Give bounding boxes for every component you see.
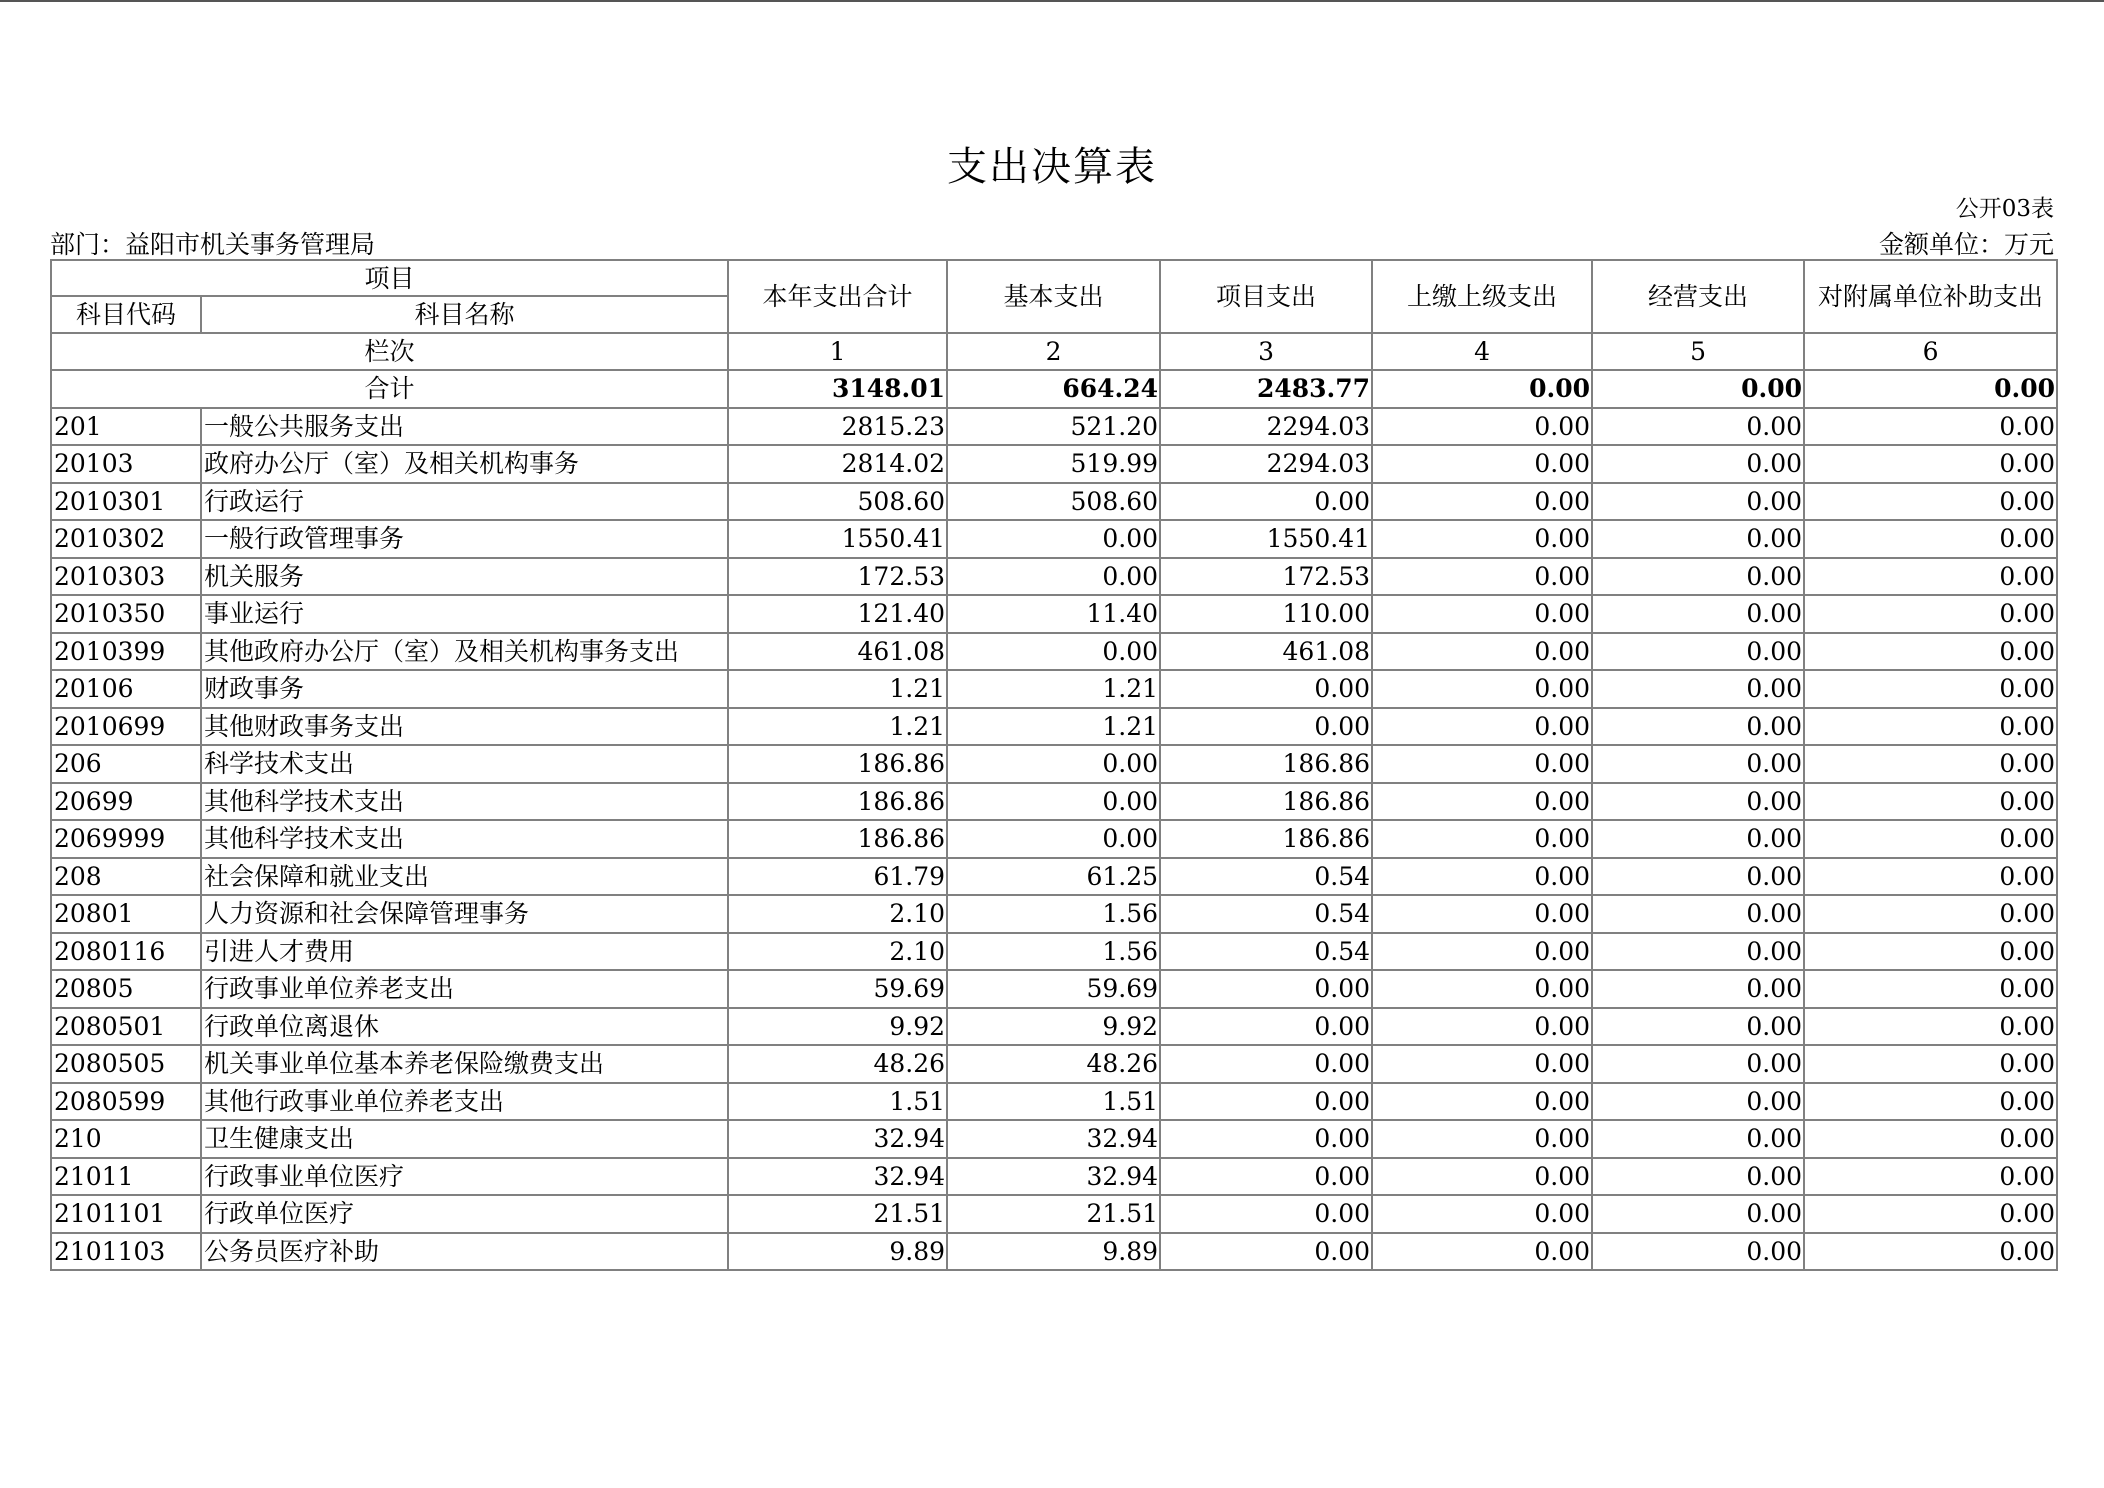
basic-expenditure-cell: 521.20 [947, 408, 1160, 446]
subject-name-cell: 财政事务 [201, 670, 728, 708]
total-expenditure-cell: 1.21 [728, 670, 947, 708]
subject-name-cell: 其他行政事业单位养老支出 [201, 1083, 728, 1121]
header-row-1 [51, 260, 2057, 296]
upper-payment-cell: 0.00 [1372, 633, 1592, 671]
subject-name-cell: 行政事业单位养老支出 [201, 970, 728, 1008]
basic-expenditure-cell: 0.00 [947, 633, 1160, 671]
subsidy-expenditure-cell: 0.00 [1804, 1195, 2057, 1233]
header-project-expenditure: 项目支出 [1160, 260, 1372, 333]
header-subsidy: 对附属单位补助支出 [1804, 260, 2057, 333]
project-expenditure-cell: 0.00 [1160, 483, 1372, 521]
subsidy-expenditure-cell: 0.00 [1804, 745, 2057, 783]
table-row [51, 558, 2057, 596]
subsidy-expenditure-cell: 0.00 [1804, 1083, 2057, 1121]
total-expenditure-cell: 186.86 [728, 745, 947, 783]
subject-code-cell: 2080505 [51, 1045, 201, 1083]
subject-code-cell: 20103 [51, 445, 201, 483]
table-row [51, 595, 2057, 633]
total-expenditure-cell: 48.26 [728, 1045, 947, 1083]
basic-expenditure-cell: 32.94 [947, 1158, 1160, 1196]
project-expenditure-cell: 2294.03 [1160, 408, 1372, 446]
total-value-5: 0.00 [1592, 370, 1804, 408]
expenditure-table [50, 259, 2058, 1271]
upper-payment-cell: 0.00 [1372, 895, 1592, 933]
subject-name-cell: 公务员医疗补助 [201, 1233, 728, 1271]
total-expenditure-cell: 1.21 [728, 708, 947, 746]
subject-name-cell: 卫生健康支出 [201, 1120, 728, 1158]
subject-code-cell: 208 [51, 858, 201, 896]
project-expenditure-cell: 0.54 [1160, 858, 1372, 896]
column-index-label: 栏次 [51, 333, 728, 370]
subject-name-cell: 其他政府办公厅（室）及相关机构事务支出 [201, 633, 728, 671]
table-row [51, 520, 2057, 558]
project-expenditure-cell: 461.08 [1160, 633, 1372, 671]
business-expenditure-cell: 0.00 [1592, 1233, 1804, 1271]
table-row [51, 858, 2057, 896]
basic-expenditure-cell: 32.94 [947, 1120, 1160, 1158]
subject-name-cell: 其他财政事务支出 [201, 708, 728, 746]
basic-expenditure-cell: 508.60 [947, 483, 1160, 521]
project-expenditure-cell: 172.53 [1160, 558, 1372, 596]
basic-expenditure-cell: 1.56 [947, 895, 1160, 933]
basic-expenditure-cell: 0.00 [947, 783, 1160, 821]
business-expenditure-cell: 0.00 [1592, 558, 1804, 596]
project-expenditure-cell: 186.86 [1160, 783, 1372, 821]
upper-payment-cell: 0.00 [1372, 1120, 1592, 1158]
total-expenditure-cell: 1550.41 [728, 520, 947, 558]
subject-code-cell: 2010303 [51, 558, 201, 596]
business-expenditure-cell: 0.00 [1592, 1083, 1804, 1121]
upper-payment-cell: 0.00 [1372, 670, 1592, 708]
project-expenditure-cell: 1550.41 [1160, 520, 1372, 558]
business-expenditure-cell: 0.00 [1592, 895, 1804, 933]
subject-name-cell: 一般公共服务支出 [201, 408, 728, 446]
subject-code-cell: 2010301 [51, 483, 201, 521]
business-expenditure-cell: 0.00 [1592, 670, 1804, 708]
upper-payment-cell: 0.00 [1372, 745, 1592, 783]
upper-payment-cell: 0.00 [1372, 408, 1592, 446]
project-expenditure-cell: 0.00 [1160, 1045, 1372, 1083]
subject-name-cell: 行政单位医疗 [201, 1195, 728, 1233]
subject-code-cell: 201 [51, 408, 201, 446]
subject-name-cell: 机关事业单位基本养老保险缴费支出 [201, 1045, 728, 1083]
business-expenditure-cell: 0.00 [1592, 970, 1804, 1008]
project-expenditure-cell: 110.00 [1160, 595, 1372, 633]
upper-payment-cell: 0.00 [1372, 783, 1592, 821]
table-row [51, 1083, 2057, 1121]
subject-code-cell: 2010302 [51, 520, 201, 558]
total-label: 合计 [51, 370, 728, 408]
business-expenditure-cell: 0.00 [1592, 745, 1804, 783]
business-expenditure-cell: 0.00 [1592, 595, 1804, 633]
business-expenditure-cell: 0.00 [1592, 1158, 1804, 1196]
subject-code-cell: 2080116 [51, 933, 201, 971]
subject-name-cell: 事业运行 [201, 595, 728, 633]
subsidy-expenditure-cell: 0.00 [1804, 783, 2057, 821]
business-expenditure-cell: 0.00 [1592, 633, 1804, 671]
basic-expenditure-cell: 0.00 [947, 558, 1160, 596]
project-expenditure-cell: 0.00 [1160, 1083, 1372, 1121]
subject-code-cell: 206 [51, 745, 201, 783]
total-expenditure-cell: 2815.23 [728, 408, 947, 446]
table-row [51, 1158, 2057, 1196]
upper-payment-cell: 0.00 [1372, 858, 1592, 896]
project-expenditure-cell: 0.54 [1160, 933, 1372, 971]
project-expenditure-cell: 2294.03 [1160, 445, 1372, 483]
business-expenditure-cell: 0.00 [1592, 520, 1804, 558]
total-expenditure-cell: 59.69 [728, 970, 947, 1008]
subject-code-cell: 20106 [51, 670, 201, 708]
upper-payment-cell: 0.00 [1372, 1233, 1592, 1271]
project-expenditure-cell: 186.86 [1160, 745, 1372, 783]
subsidy-expenditure-cell: 0.00 [1804, 445, 2057, 483]
total-expenditure-cell: 2814.02 [728, 445, 947, 483]
subsidy-expenditure-cell: 0.00 [1804, 895, 2057, 933]
basic-expenditure-cell: 519.99 [947, 445, 1160, 483]
subject-name-cell: 其他科学技术支出 [201, 783, 728, 821]
header-total: 本年支出合计 [728, 260, 947, 333]
column-index-4: 4 [1372, 333, 1592, 370]
subsidy-expenditure-cell: 0.00 [1804, 820, 2057, 858]
table-row [51, 745, 2057, 783]
subsidy-expenditure-cell: 0.00 [1804, 858, 2057, 896]
total-expenditure-cell: 9.89 [728, 1233, 947, 1271]
total-value-6: 0.00 [1804, 370, 2057, 408]
total-expenditure-cell: 32.94 [728, 1120, 947, 1158]
total-expenditure-cell: 172.53 [728, 558, 947, 596]
subject-code-cell: 2010399 [51, 633, 201, 671]
table-row [51, 783, 2057, 821]
subject-name-cell: 引进人才费用 [201, 933, 728, 971]
subject-name-cell: 行政单位离退休 [201, 1008, 728, 1046]
subsidy-expenditure-cell: 0.00 [1804, 558, 2057, 596]
upper-payment-cell: 0.00 [1372, 1083, 1592, 1121]
basic-expenditure-cell: 1.56 [947, 933, 1160, 971]
business-expenditure-cell: 0.00 [1592, 858, 1804, 896]
total-expenditure-cell: 61.79 [728, 858, 947, 896]
subsidy-expenditure-cell: 0.00 [1804, 708, 2057, 746]
basic-expenditure-cell: 9.92 [947, 1008, 1160, 1046]
upper-payment-cell: 0.00 [1372, 445, 1592, 483]
basic-expenditure-cell: 59.69 [947, 970, 1160, 1008]
table-row [51, 483, 2057, 521]
subject-code-cell: 20805 [51, 970, 201, 1008]
table-row [51, 670, 2057, 708]
basic-expenditure-cell: 1.21 [947, 670, 1160, 708]
column-index-row [51, 333, 2057, 370]
business-expenditure-cell: 0.00 [1592, 445, 1804, 483]
subject-code-cell: 2101103 [51, 1233, 201, 1271]
total-expenditure-cell: 508.60 [728, 483, 947, 521]
upper-payment-cell: 0.00 [1372, 708, 1592, 746]
subsidy-expenditure-cell: 0.00 [1804, 670, 2057, 708]
subject-code-cell: 2010699 [51, 708, 201, 746]
subsidy-expenditure-cell: 0.00 [1804, 520, 2057, 558]
header-basic: 基本支出 [947, 260, 1160, 333]
subsidy-expenditure-cell: 0.00 [1804, 933, 2057, 971]
page-top-border [0, 0, 2104, 2]
upper-payment-cell: 0.00 [1372, 1008, 1592, 1046]
column-index-1: 1 [728, 333, 947, 370]
column-index-2: 2 [947, 333, 1160, 370]
basic-expenditure-cell: 21.51 [947, 1195, 1160, 1233]
table-row [51, 933, 2057, 971]
table-row [51, 1045, 2057, 1083]
basic-expenditure-cell: 0.00 [947, 520, 1160, 558]
total-expenditure-cell: 9.92 [728, 1008, 947, 1046]
basic-expenditure-cell: 61.25 [947, 858, 1160, 896]
project-expenditure-cell: 0.00 [1160, 1008, 1372, 1046]
business-expenditure-cell: 0.00 [1592, 933, 1804, 971]
project-expenditure-cell: 0.00 [1160, 970, 1372, 1008]
business-expenditure-cell: 0.00 [1592, 1008, 1804, 1046]
project-expenditure-cell: 0.00 [1160, 1120, 1372, 1158]
total-expenditure-cell: 21.51 [728, 1195, 947, 1233]
project-expenditure-cell: 0.00 [1160, 1158, 1372, 1196]
project-expenditure-cell: 186.86 [1160, 820, 1372, 858]
header-project: 项目 [51, 260, 728, 296]
total-expenditure-cell: 1.51 [728, 1083, 947, 1121]
upper-payment-cell: 0.00 [1372, 595, 1592, 633]
upper-payment-cell: 0.00 [1372, 1045, 1592, 1083]
table-row [51, 1120, 2057, 1158]
department-label: 部门：益阳市机关事务管理局 [50, 230, 376, 259]
subsidy-expenditure-cell: 0.00 [1804, 1045, 2057, 1083]
header-upper-payment: 上缴上级支出 [1372, 260, 1592, 333]
table-row [51, 970, 2057, 1008]
subject-name-cell: 行政事业单位医疗 [201, 1158, 728, 1196]
column-index-6: 6 [1804, 333, 2057, 370]
upper-payment-cell: 0.00 [1372, 483, 1592, 521]
subsidy-expenditure-cell: 0.00 [1804, 1158, 2057, 1196]
form-number: 公开03表 [1955, 196, 2054, 222]
upper-payment-cell: 0.00 [1372, 520, 1592, 558]
subject-code-cell: 2080599 [51, 1083, 201, 1121]
basic-expenditure-cell: 1.21 [947, 708, 1160, 746]
subsidy-expenditure-cell: 0.00 [1804, 970, 2057, 1008]
upper-payment-cell: 0.00 [1372, 820, 1592, 858]
upper-payment-cell: 0.00 [1372, 933, 1592, 971]
header-code: 科目代码 [51, 296, 201, 333]
subject-code-cell: 210 [51, 1120, 201, 1158]
upper-payment-cell: 0.00 [1372, 558, 1592, 596]
business-expenditure-cell: 0.00 [1592, 408, 1804, 446]
total-value-4: 0.00 [1372, 370, 1592, 408]
basic-expenditure-cell: 1.51 [947, 1083, 1160, 1121]
total-expenditure-cell: 32.94 [728, 1158, 947, 1196]
column-index-3: 3 [1160, 333, 1372, 370]
subject-name-cell: 政府办公厅（室）及相关机构事务 [201, 445, 728, 483]
subject-code-cell: 20699 [51, 783, 201, 821]
business-expenditure-cell: 0.00 [1592, 783, 1804, 821]
subject-name-cell: 科学技术支出 [201, 745, 728, 783]
subject-code-cell: 21011 [51, 1158, 201, 1196]
basic-expenditure-cell: 0.00 [947, 745, 1160, 783]
basic-expenditure-cell: 9.89 [947, 1233, 1160, 1271]
table-row [51, 1195, 2057, 1233]
basic-expenditure-cell: 48.26 [947, 1045, 1160, 1083]
table-row [51, 820, 2057, 858]
project-expenditure-cell: 0.00 [1160, 708, 1372, 746]
subject-name-cell: 其他科学技术支出 [201, 820, 728, 858]
table-row [51, 445, 2057, 483]
subsidy-expenditure-cell: 0.00 [1804, 1233, 2057, 1271]
project-expenditure-cell: 0.54 [1160, 895, 1372, 933]
total-row [51, 370, 2057, 408]
table-row [51, 1008, 2057, 1046]
business-expenditure-cell: 0.00 [1592, 708, 1804, 746]
subject-name-cell: 人力资源和社会保障管理事务 [201, 895, 728, 933]
upper-payment-cell: 0.00 [1372, 1195, 1592, 1233]
total-expenditure-cell: 461.08 [728, 633, 947, 671]
subject-name-cell: 一般行政管理事务 [201, 520, 728, 558]
subsidy-expenditure-cell: 0.00 [1804, 408, 2057, 446]
upper-payment-cell: 0.00 [1372, 1158, 1592, 1196]
subsidy-expenditure-cell: 0.00 [1804, 1008, 2057, 1046]
total-expenditure-cell: 2.10 [728, 933, 947, 971]
total-value-3: 2483.77 [1160, 370, 1372, 408]
table-row [51, 895, 2057, 933]
project-expenditure-cell: 0.00 [1160, 670, 1372, 708]
subject-code-cell: 2069999 [51, 820, 201, 858]
total-value-1: 3148.01 [728, 370, 947, 408]
table-row [51, 708, 2057, 746]
subject-name-cell: 社会保障和就业支出 [201, 858, 728, 896]
subject-code-cell: 2080501 [51, 1008, 201, 1046]
subject-code-cell: 20801 [51, 895, 201, 933]
upper-payment-cell: 0.00 [1372, 970, 1592, 1008]
business-expenditure-cell: 0.00 [1592, 820, 1804, 858]
total-value-2: 664.24 [947, 370, 1160, 408]
business-expenditure-cell: 0.00 [1592, 1045, 1804, 1083]
subsidy-expenditure-cell: 0.00 [1804, 1120, 2057, 1158]
total-expenditure-cell: 186.86 [728, 820, 947, 858]
subject-name-cell: 机关服务 [201, 558, 728, 596]
subject-code-cell: 2010350 [51, 595, 201, 633]
business-expenditure-cell: 0.00 [1592, 483, 1804, 521]
subject-code-cell: 2101101 [51, 1195, 201, 1233]
table-row [51, 633, 2057, 671]
basic-expenditure-cell: 0.00 [947, 820, 1160, 858]
total-expenditure-cell: 2.10 [728, 895, 947, 933]
report-title: 支出决算表 [947, 144, 1157, 190]
project-expenditure-cell: 0.00 [1160, 1233, 1372, 1271]
business-expenditure-cell: 0.00 [1592, 1195, 1804, 1233]
subject-name-cell: 行政运行 [201, 483, 728, 521]
amount-unit-label: 金额单位：万元 [1878, 230, 2054, 259]
business-expenditure-cell: 0.00 [1592, 1120, 1804, 1158]
header-name: 科目名称 [201, 296, 728, 333]
subsidy-expenditure-cell: 0.00 [1804, 483, 2057, 521]
total-expenditure-cell: 186.86 [728, 783, 947, 821]
table-row [51, 1233, 2057, 1271]
total-expenditure-cell: 121.40 [728, 595, 947, 633]
subsidy-expenditure-cell: 0.00 [1804, 595, 2057, 633]
basic-expenditure-cell: 11.40 [947, 595, 1160, 633]
table-row [51, 408, 2057, 446]
header-business: 经营支出 [1592, 260, 1804, 333]
project-expenditure-cell: 0.00 [1160, 1195, 1372, 1233]
subsidy-expenditure-cell: 0.00 [1804, 633, 2057, 671]
column-index-5: 5 [1592, 333, 1804, 370]
